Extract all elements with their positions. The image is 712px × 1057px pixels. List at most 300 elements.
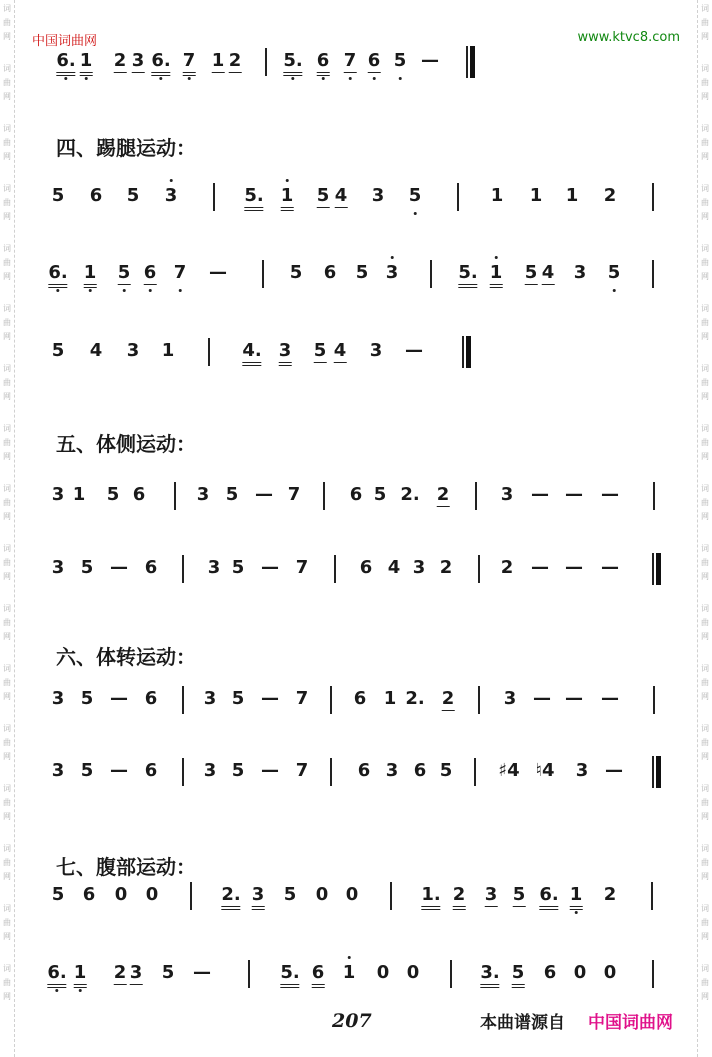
note: 6 <box>144 688 158 709</box>
bar-line <box>182 555 184 583</box>
note: 1 <box>565 185 579 206</box>
note: 6 <box>144 760 158 781</box>
note: 5 <box>118 262 131 285</box>
bar-line <box>651 882 653 910</box>
watermark-char: 词 <box>3 844 11 853</box>
note: 1 <box>74 962 87 988</box>
watermark-char: 曲 <box>701 558 709 567</box>
note: 4 <box>333 340 347 361</box>
note: 3 <box>203 760 217 781</box>
watermark-char: 网 <box>3 872 11 881</box>
watermark-char: 曲 <box>3 78 11 87</box>
watermark-char: 词 <box>3 724 11 733</box>
note: 3 <box>484 884 498 905</box>
low-octave-dot <box>179 289 182 292</box>
extension-dash: — <box>405 340 423 361</box>
note: 3 <box>131 50 145 71</box>
watermark-char: 词 <box>3 244 11 253</box>
final-bar-line <box>652 756 660 788</box>
note: 0 <box>603 962 617 983</box>
bar-line <box>213 183 215 211</box>
bar-line <box>208 338 210 366</box>
note: ♮4 <box>535 760 555 781</box>
watermark-char: 网 <box>701 572 709 581</box>
watermark-char: 网 <box>3 92 11 101</box>
note: 7 <box>344 50 357 73</box>
note: 3 <box>203 688 217 709</box>
note: 6. <box>47 962 66 988</box>
note: 2 <box>436 484 450 505</box>
note: 3 <box>385 760 399 781</box>
watermark-char: 曲 <box>701 498 709 507</box>
bar-line <box>190 882 192 910</box>
watermark-char: 曲 <box>3 498 11 507</box>
bar-line <box>474 758 476 786</box>
note: 1 <box>383 688 397 709</box>
extension-dash: — <box>601 557 619 578</box>
watermark-char: 词 <box>701 844 709 853</box>
note: 2 <box>113 50 127 71</box>
watermark-char: 网 <box>3 272 11 281</box>
bar-line <box>262 260 264 288</box>
note: 3 <box>126 340 140 361</box>
watermark-char: 曲 <box>3 138 11 147</box>
watermark-char: 词 <box>3 604 11 613</box>
note: 0 <box>345 884 359 905</box>
extension-dash: — <box>531 557 549 578</box>
watermark-char: 网 <box>3 332 11 341</box>
watermark-char: 词 <box>701 664 709 673</box>
watermark-char: 网 <box>701 692 709 701</box>
note: 5 <box>80 688 94 709</box>
score-line <box>0 884 712 924</box>
bar-line <box>330 758 332 786</box>
watermark-char: 词 <box>701 604 709 613</box>
section-title-abdominal: 七、腹部运动： <box>56 855 196 879</box>
low-octave-dot <box>349 77 352 80</box>
watermark-char: 词 <box>701 724 709 733</box>
watermark-char: 词 <box>3 424 11 433</box>
note: 5 <box>51 185 65 206</box>
watermark-char: 曲 <box>701 978 709 987</box>
note: 6 <box>543 962 557 983</box>
note: 2 <box>603 884 617 905</box>
note: 5 <box>289 262 303 283</box>
watermark-char: 词 <box>3 4 11 13</box>
watermark-char: 网 <box>701 92 709 101</box>
note: 6 <box>132 484 146 505</box>
score-line <box>0 50 712 90</box>
watermark-char: 词 <box>3 124 11 133</box>
bar-line <box>182 686 184 714</box>
watermark-char: 网 <box>3 812 11 821</box>
note: 6 <box>353 688 367 709</box>
note: 4. <box>242 340 261 366</box>
note: 7 <box>174 262 187 284</box>
note: 6 <box>323 262 337 283</box>
page-number: 207 <box>332 1010 372 1032</box>
note: 2 <box>441 688 455 709</box>
extension-dash: — <box>565 557 583 578</box>
low-octave-dot <box>373 77 376 80</box>
extension-dash: — <box>110 760 128 781</box>
watermark-char: 网 <box>3 692 11 701</box>
final-bar-line <box>462 336 470 368</box>
watermark-char: 网 <box>3 32 11 41</box>
watermark-char: 网 <box>3 512 11 521</box>
watermark-char: 曲 <box>701 738 709 747</box>
note: 0 <box>406 962 420 983</box>
low-octave-dot <box>57 289 60 292</box>
note: 5 <box>373 484 387 505</box>
note: 6 <box>357 760 371 781</box>
bar-line <box>475 482 477 510</box>
note: 1 <box>529 185 543 206</box>
extension-dash: — <box>533 688 551 709</box>
watermark-char: 网 <box>701 272 709 281</box>
watermark-char: 词 <box>3 64 11 73</box>
note: 2 <box>453 884 466 910</box>
note: 4 <box>387 557 401 578</box>
note: 6. <box>56 50 75 76</box>
watermark-char: 网 <box>701 932 709 941</box>
note: 7 <box>295 760 309 781</box>
note: 5 <box>231 688 245 709</box>
watermark-char: 网 <box>701 632 709 641</box>
note: 1 <box>490 185 504 206</box>
note: 3 <box>129 962 143 983</box>
site-url-link[interactable]: www.ktvc8.com <box>577 30 680 45</box>
note: 2 <box>228 50 242 71</box>
watermark-char: 网 <box>3 392 11 401</box>
note: 6 <box>89 185 103 206</box>
note: 6 <box>312 962 325 988</box>
note: 3 <box>196 484 210 505</box>
watermark-char: 曲 <box>3 318 11 327</box>
watermark-char: 曲 <box>3 798 11 807</box>
note: 2 <box>500 557 514 578</box>
watermark-char: 网 <box>701 212 709 221</box>
extension-dash: — <box>565 484 583 505</box>
bar-line <box>450 960 452 988</box>
low-octave-dot <box>79 989 82 992</box>
watermark-char: 词 <box>3 304 11 313</box>
watermark-char: 曲 <box>701 258 709 267</box>
note: 4 <box>334 185 348 206</box>
high-octave-dot <box>348 956 351 959</box>
note: 5 <box>51 340 65 361</box>
note: 4 <box>541 262 555 283</box>
note: 6 <box>82 884 96 905</box>
note: 4 <box>89 340 103 361</box>
bar-line <box>174 482 176 510</box>
watermark-char: 词 <box>701 424 709 433</box>
note: 3 <box>51 557 65 578</box>
watermark-char: 词 <box>3 544 11 553</box>
note: 5 <box>231 557 245 578</box>
watermark-char: 曲 <box>701 18 709 27</box>
watermark-char: 曲 <box>3 258 11 267</box>
bar-line <box>457 183 459 211</box>
watermark-char: 曲 <box>3 198 11 207</box>
note: 5. <box>458 262 477 288</box>
note: 3 <box>503 688 517 709</box>
note: 7 <box>295 557 309 578</box>
watermark-char: 曲 <box>701 858 709 867</box>
low-octave-dot <box>613 289 616 292</box>
note: 3 <box>573 262 587 283</box>
note: 3 <box>51 760 65 781</box>
bar-line <box>652 960 654 988</box>
watermark-char: 曲 <box>701 918 709 927</box>
watermark-char: 曲 <box>3 558 11 567</box>
note: 5 <box>80 760 94 781</box>
bar-line <box>182 758 184 786</box>
note: 5 <box>313 340 327 361</box>
watermark-char: 网 <box>3 212 11 221</box>
high-octave-dot <box>286 179 289 182</box>
extension-dash: — <box>601 688 619 709</box>
extension-dash: — <box>421 50 439 71</box>
watermark-char: 词 <box>3 964 11 973</box>
note: 2. <box>400 484 420 505</box>
note: 1 <box>80 50 93 76</box>
bar-line <box>323 482 325 510</box>
note: 5 <box>106 484 120 505</box>
score-line <box>0 557 712 597</box>
watermark-char: 词 <box>701 64 709 73</box>
watermark-char: 曲 <box>3 678 11 687</box>
watermark-char: 曲 <box>701 798 709 807</box>
watermark-char: 网 <box>701 752 709 761</box>
note: 0 <box>376 962 390 983</box>
watermark-char: 曲 <box>701 198 709 207</box>
source-brand-link[interactable]: 中国词曲网 <box>588 1013 673 1033</box>
section-title-kick: 四、踢腿运动： <box>56 136 196 160</box>
note: 5 <box>51 884 65 905</box>
watermark-char: 词 <box>701 124 709 133</box>
note: 2 <box>439 557 453 578</box>
watermark-char: 网 <box>701 332 709 341</box>
watermark-char: 曲 <box>3 378 11 387</box>
note: 1 <box>161 340 175 361</box>
note: 3 <box>165 185 178 207</box>
watermark-char: 网 <box>701 812 709 821</box>
section-title-side-bend: 五、体侧运动： <box>56 432 196 456</box>
low-octave-dot <box>56 989 59 992</box>
watermark-char: 词 <box>3 364 11 373</box>
note: 0 <box>145 884 159 905</box>
note: 1 <box>84 262 97 288</box>
score-line <box>0 340 712 380</box>
low-octave-dot <box>65 77 68 80</box>
note: 5. <box>244 185 263 211</box>
final-bar-line <box>652 553 660 585</box>
note: 5 <box>512 884 526 905</box>
note: 3 <box>252 884 265 910</box>
note: 6 <box>317 50 330 76</box>
note: 0 <box>573 962 587 983</box>
note: 3 <box>369 340 383 361</box>
watermark-char: 词 <box>701 364 709 373</box>
bar-line <box>334 555 336 583</box>
extension-dash: — <box>601 484 619 505</box>
watermark-char: 曲 <box>701 78 709 87</box>
watermark-char: 曲 <box>3 918 11 927</box>
watermark-char: 曲 <box>701 438 709 447</box>
watermark-char: 网 <box>701 32 709 41</box>
final-bar-line <box>466 46 474 78</box>
watermark-char: 网 <box>3 992 11 1001</box>
extension-dash: — <box>193 962 211 983</box>
note: 5 <box>512 962 525 988</box>
watermark-char: 词 <box>3 484 11 493</box>
watermark-char: 网 <box>3 632 11 641</box>
low-octave-dot <box>322 77 325 80</box>
score-line <box>0 484 712 524</box>
note: 3 <box>371 185 385 206</box>
note: 3. <box>480 962 499 988</box>
note: 2 <box>113 962 127 983</box>
score-line <box>0 760 712 800</box>
watermark-char: 曲 <box>3 858 11 867</box>
bar-line <box>478 686 480 714</box>
site-name-link[interactable]: 中国词曲网 <box>32 34 98 49</box>
watermark-char: 网 <box>701 992 709 1001</box>
note: 6 <box>359 557 373 578</box>
high-octave-dot <box>170 179 173 182</box>
watermark-char: 词 <box>701 184 709 193</box>
note: 6 <box>413 760 427 781</box>
watermark-char: 词 <box>701 244 709 253</box>
extension-dash: — <box>255 484 273 505</box>
note: 5 <box>439 760 453 781</box>
note: 5 <box>80 557 94 578</box>
note: 6. <box>48 262 67 288</box>
high-octave-dot <box>495 256 498 259</box>
extension-dash: — <box>565 688 583 709</box>
note: 5 <box>409 185 422 207</box>
watermark-char: 词 <box>3 904 11 913</box>
low-octave-dot <box>89 289 92 292</box>
note: 6 <box>144 557 158 578</box>
extension-dash: — <box>110 688 128 709</box>
note: 3 <box>207 557 221 578</box>
watermark-char: 网 <box>701 872 709 881</box>
note: 1 <box>211 50 225 71</box>
note: 3 <box>500 484 514 505</box>
score-line <box>0 962 712 1002</box>
note: 2 <box>603 185 617 206</box>
bar-line <box>653 482 655 510</box>
note: 5 <box>231 760 245 781</box>
watermark-char: 词 <box>3 664 11 673</box>
note: 5. <box>280 962 299 988</box>
watermark-char: 网 <box>3 572 11 581</box>
note: 6. <box>539 884 558 910</box>
low-octave-dot <box>85 77 88 80</box>
note: 0 <box>114 884 128 905</box>
note: 1 <box>72 484 86 505</box>
watermark-char: 网 <box>3 752 11 761</box>
bar-line <box>430 260 432 288</box>
watermark-char: 网 <box>3 152 11 161</box>
extension-dash: — <box>531 484 549 505</box>
watermark-char: 曲 <box>701 618 709 627</box>
note: 5 <box>608 262 621 284</box>
bar-line <box>248 960 250 988</box>
watermark-char: 曲 <box>3 18 11 27</box>
note: 2. <box>405 688 425 709</box>
extension-dash: — <box>261 688 279 709</box>
section-title-twist: 六、体转运动： <box>56 645 196 669</box>
bar-line <box>330 686 332 714</box>
watermark-char: 词 <box>3 784 11 793</box>
note: 5 <box>355 262 369 283</box>
watermark-char: 词 <box>701 904 709 913</box>
watermark-char: 网 <box>701 452 709 461</box>
low-octave-dot <box>160 77 163 80</box>
note: 5 <box>524 262 538 283</box>
note: 7 <box>183 50 196 76</box>
note: 1 <box>281 185 294 211</box>
watermark-char: 词 <box>701 4 709 13</box>
note: 1 <box>490 262 503 288</box>
watermark-char: 词 <box>3 184 11 193</box>
note: 5. <box>283 50 302 76</box>
extension-dash: — <box>209 262 227 283</box>
watermark-char: 词 <box>701 304 709 313</box>
bar-line <box>390 882 392 910</box>
note: 6 <box>144 262 157 285</box>
note: 3 <box>412 557 426 578</box>
watermark-char: 曲 <box>3 978 11 987</box>
bar-line <box>265 48 267 76</box>
note: 5 <box>283 884 297 905</box>
bar-line <box>653 686 655 714</box>
watermark-char: 网 <box>3 932 11 941</box>
extension-dash: — <box>261 557 279 578</box>
watermark-char: 网 <box>701 512 709 521</box>
score-line <box>0 688 712 728</box>
low-octave-dot <box>575 911 578 914</box>
watermark-char: 曲 <box>701 138 709 147</box>
note: 3 <box>279 340 292 366</box>
watermark-char: 曲 <box>3 438 11 447</box>
note: 3 <box>575 760 589 781</box>
low-octave-dot <box>188 77 191 80</box>
low-octave-dot <box>399 77 402 80</box>
source-label: 本曲谱源自 <box>480 1013 565 1033</box>
watermark-char: 词 <box>701 544 709 553</box>
low-octave-dot <box>414 212 417 215</box>
score-line <box>0 262 712 302</box>
note: 1 <box>570 884 583 910</box>
watermark-char: 网 <box>701 152 709 161</box>
note: 6 <box>368 50 381 73</box>
note: 7 <box>287 484 301 505</box>
note: 0 <box>315 884 329 905</box>
watermark-char: 词 <box>701 484 709 493</box>
note: 5 <box>225 484 239 505</box>
watermark-char: 曲 <box>3 738 11 747</box>
watermark-char: 曲 <box>701 378 709 387</box>
low-octave-dot <box>123 289 126 292</box>
extension-dash: — <box>110 557 128 578</box>
watermark-char: 网 <box>3 452 11 461</box>
high-octave-dot <box>391 256 394 259</box>
note: 5 <box>316 185 330 206</box>
